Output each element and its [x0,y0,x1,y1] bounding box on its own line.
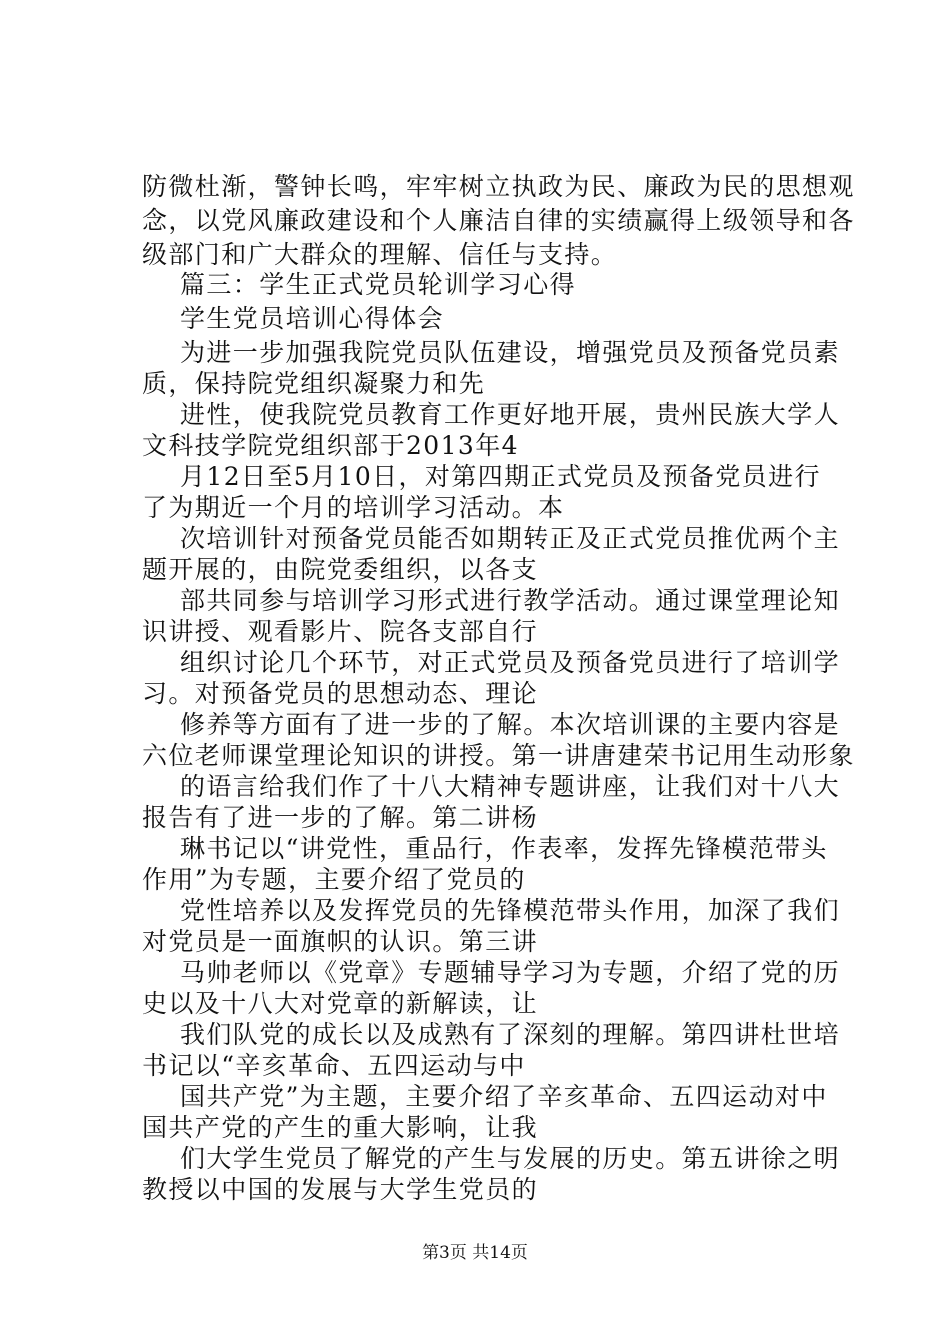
body-text-line: 马帅老师以《党章》专题辅导学习为专题，介绍了党的历 [180,958,841,987]
body-text-line: 作用”为专题，主要介绍了党员的 [142,865,526,894]
body-text-line: 质，保持院党组织凝聚力和先 [142,369,486,398]
body-text-line: 为进一步加强我院党员队伍建设，增强党员及预备党员素 [180,338,841,367]
body-text-line: 报告有了进一步的了解。第二讲杨 [142,803,539,832]
section-heading: 篇三：学生正式党员轮训学习心得 [180,270,577,299]
body-text-line: 了为期近一个月的培训学习活动。本 [142,493,565,522]
body-text-line: 部共同参与培训学习形式进行教学活动。通过课堂理论知 [180,586,841,615]
body-text-line: 防微杜渐，警钟长鸣，牢牢树立执政为民、廉政为民的思想观 [142,172,855,201]
body-text-line: 党性培养以及发挥党员的先锋模范带头作用，加深了我们 [180,896,841,925]
body-text-line: 级部门和广大群众的理解、信任与支持。 [142,240,618,269]
body-text-line: 教授以中国的发展与大学生党员的 [142,1175,539,1204]
body-text-line: 文科技学院党组织部于2013年4 [142,431,519,460]
body-text-line: 对党员是一面旗帜的认识。第三讲 [142,927,539,956]
body-text-line: 习。对预备党员的思想动态、理论 [142,679,539,708]
body-text-line: 月12日至5月10日，对第四期正式党员及预备党员进行 [180,462,821,491]
body-text-line: 六位老师课堂理论知识的讲授。第一讲唐建荣书记用生动形象 [142,741,855,770]
article-title: 学生党员培训心得体会 [180,304,445,333]
body-text-line: 我们队党的成长以及成熟有了深刻的理解。第四讲杜世培 [180,1020,841,1049]
body-text-line: 的语言给我们作了十八大精神专题讲座，让我们对十八大 [180,772,841,801]
body-text-line: 念，以党风廉政建设和个人廉洁自律的实绩赢得上级领导和各 [142,206,855,235]
body-text-line: 组织讨论几个环节，对正式党员及预备党员进行了培训学 [180,648,841,677]
body-text-line: 修养等方面有了进一步的了解。本次培训课的主要内容是 [180,710,841,739]
body-text-line: 识讲授、观看影片、院各支部自行 [142,617,539,646]
body-text-line: 国共产党的产生的重大影响，让我 [142,1113,539,1142]
body-text-line: 琳书记以“讲党性，重品行，作表率，发挥先锋模范带头 [180,834,828,863]
body-text-line: 们大学生党员了解党的产生与发展的历史。第五讲徐之明 [180,1144,841,1173]
body-text-line: 书记以“辛亥革命、五四运动与中 [142,1051,526,1080]
body-text-line: 次培训针对预备党员能否如期转正及正式党员推优两个主 [180,524,841,553]
body-text-line: 题开展的，由院党委组织，以各支 [142,555,539,584]
body-text-line: 史以及十八大对党章的新解读，让 [142,989,539,1018]
page-number-footer: 第3页 共14页 [422,1243,528,1263]
body-text-line: 进性，使我院党员教育工作更好地开展，贵州民族大学人 [180,400,841,429]
body-text-line: 国共产党”为主题，主要介绍了辛亥革命、五四运动对中 [180,1082,828,1111]
